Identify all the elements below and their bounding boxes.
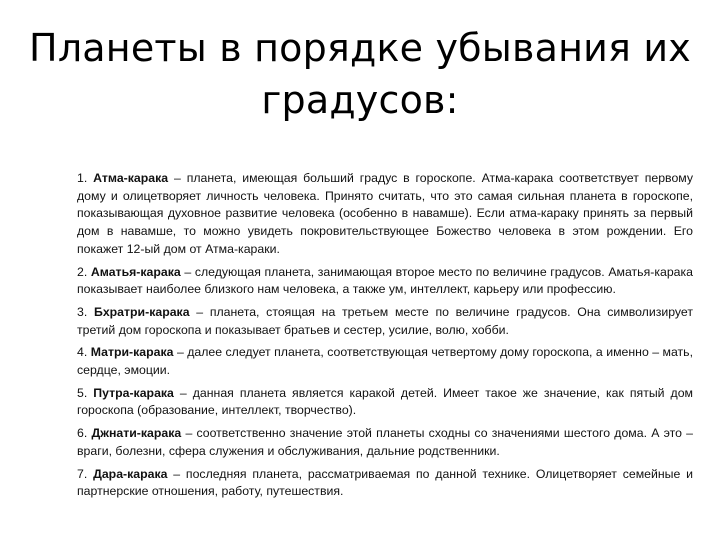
slide-title	[0, 22, 720, 126]
item-number: 2.	[77, 264, 88, 279]
item-text: – планета, стоящая на третьем месте по величине градусов. Она символизирует третий дом гороскопа и показывает братьев и сестер, усилие, волю, хобби.	[77, 304, 693, 337]
item-number: 1.	[77, 171, 88, 185]
item-text: – данная планета является каракой детей. Имеет такое же значение, как пятый дом гороскопа (образование, интеллект, творчество).	[77, 385, 693, 418]
item-term: Атма-карака	[93, 171, 169, 185]
list-item	[77, 385, 693, 420]
item-term: Бхратри-карака	[93, 304, 190, 319]
list-item	[77, 344, 693, 379]
item-term: Путра-карака	[93, 385, 174, 400]
item-text: – планета, имеющая больший градус в гороскопе. Атма-карака соответствует первому дому и олицетворяет личность человека. Принято считать, что это самая сильная планета в гороскопе, показывающая духовное развитие человека (особенно в навамше). Если атма-караку принять за первый дом в навамше, то можно увидеть покровительствующее Божество человека в этом рождении. Его покажет 12-ый дом от Атма-караки.	[77, 171, 694, 256]
item-text: – далее следует планета, соответствующая четвертому дому гороскопа, а именно – мать, сердце, эмоции.	[77, 345, 693, 378]
list-item	[77, 425, 693, 460]
list-item	[77, 170, 693, 259]
slide-title-line-2: градусов:	[261, 78, 459, 122]
item-number: 7.	[77, 466, 88, 481]
item-term: Аматья-карака	[90, 264, 181, 279]
list-item	[77, 466, 693, 501]
item-number: 5.	[77, 385, 88, 400]
item-term: Джнати-карака	[91, 426, 182, 441]
karaka-list	[77, 170, 693, 506]
slide-title-line-1: Планеты в порядке убывания их	[29, 26, 691, 70]
item-text: – последняя планета, рассматриваемая по данной технике. Олицетворяет семейные и партнерские отношения, работу, путешествия.	[77, 466, 694, 499]
list-item	[77, 304, 693, 339]
item-term: Дара-карака	[93, 466, 168, 481]
item-number: 6.	[77, 426, 88, 441]
item-number: 4.	[77, 345, 88, 360]
item-text: – следующая планета, занимающая второе место по величине градусов. Аматья-карака показывает наиболее близкого нам человека, а также ум, интеллект, карьеру или профессию.	[77, 264, 693, 297]
item-term: Матри-карака	[90, 345, 174, 360]
list-item	[77, 264, 693, 299]
item-number: 3.	[77, 304, 88, 319]
item-text: – соответственно значение этой планеты сходны со значениями шестого дома. А это – враги, болезни, сфера служения и обслуживания, дальние родственники.	[77, 426, 693, 458]
